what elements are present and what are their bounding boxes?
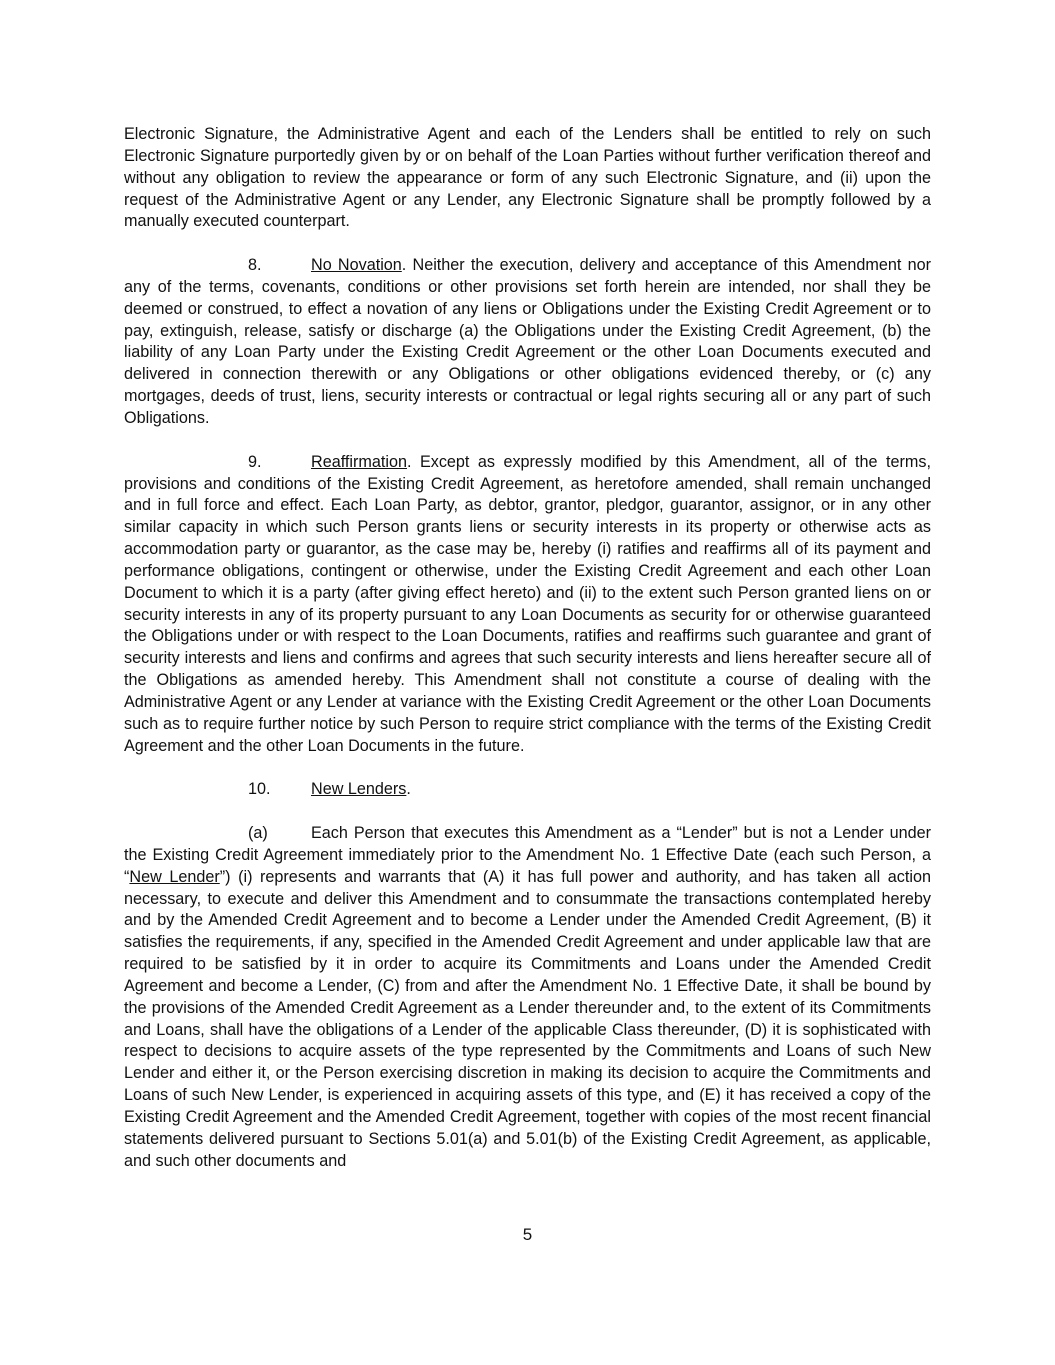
section-heading: Reaffirmation [311, 452, 407, 471]
section-number: 8. [248, 256, 262, 275]
subsection-text-before: Each Person that executes this Amendment as a “Lender” but is not a Lender under the Existing Credit Agreement immediately prior to the Amendment No. 1 Effective Date (each such Person, a “ [124, 824, 931, 886]
section-9-reaffirmation [124, 452, 931, 758]
subsection-number: (a) [248, 824, 268, 842]
section-text: . Except as expressly modified by this Amendment, all of the terms, provisions and conditions of the Existing Credit Agreement, as heretofore amended, shall remain unchanged and in full force and effect. Each Loan Party, as debtor, grantor, pledgor, guarantor, assignor, or in any other similar capacity in which such Person grants liens or security interests in its property or otherwise acts as accommodation party or guarantor, as the case may be, hereby (i) ratifies and reaffirms all of its payment and performance obligations, contingent or otherwise, under the Existing Credit Agreement and each other Loan Document to which it is a party (after giving effect hereto) and (ii) to the extent such Person granted liens on or security interests in any of its property pursuant to any Loan Documents as security for or otherwise guaranteed the Obligations under or with respect to the Loan Documents, ratifies and reaffirms such guarantee and grant of security interests and liens and confirms and agrees that such security interests and liens hereafter secure all of the Obligations as amended hereby. This Amendment shall not constitute a course of dealing with the Administrative Agent or any Lender at variance with the Existing Credit Agreement or the other Loan Documents such as to require further notice by such Person to require strict compliance with the terms of the Existing Credit Agreement and the other Loan Documents in the future. [124, 452, 931, 755]
section-heading-suffix: . [406, 780, 411, 799]
section-8-no-novation [124, 255, 931, 430]
paragraph-electronic-signature: Electronic Signature, the Administrative Agent and each of the Lenders shall be entitled to rely on such Electronic Signature purportedly given by or on behalf of the Loan Parties without further verification thereof and without any obligation to review the appearance or form of any such Electronic Signature, and (ii) upon the request of the Administrative Agent or any Lender, any Electronic Signature shall be promptly followed by a manually executed counterpart. [124, 125, 931, 231]
section-10-new-lenders [124, 779, 931, 801]
section-text: . Neither the execution, delivery and acceptance of this Amendment nor any of the terms, covenants, conditions or other provisions set forth herein are intended, nor shall they be deemed or construed, to effect a novation of any liens or Obligations under the Existing Credit Agreement or to pay, extinguish, release, satisfy or discharge (a) the Obligations under the Existing Credit Agreement, (b) the liability of any Loan Party under the Existing Credit Agreement or the other Loan Documents executed and delivered in connection therewith or any Obligations or other obligations evidenced thereby, or (c) any mortgages, deeds of trust, liens, security interests or contractual or legal rights securing all or any part of such Obligations. [124, 256, 931, 427]
section-10a-paragraph [124, 823, 931, 1173]
defined-term-new-lender: New Lender [129, 867, 220, 886]
page-number: 5 [522, 1225, 533, 1244]
document-page [124, 124, 931, 1173]
subsection-text-after: ”) (i) represents and warrants that (A) it has full power and authority, and has taken all action necessary, to execute and deliver this Amendment and to consummate the transactions contemplated hereby and by the Amended Credit Agreement and to become a Lender under the Amended Credit Agreement, (B) it satisfies the requirements, if any, specified in the Amended Credit Agreement and under applicable law that are required to be satisfied by it in order to acquire its Commitments and Loans under the Amended Credit Agreement and become a Lender, (C) from and after the Amendment No. 1 Effective Date, it shall be bound by the provisions of the Amended Credit Agreement as a Lender thereunder and, to the extent of its Commitments and Loans, shall have the obligations of a Lender of the applicable Class thereunder, (D) it is sophisticated with respect to decisions to acquire assets of the type represented by the Commitments and Loans of such New Lender and either it, or the Person exercising discretion in making its decision to acquire the Commitments and Loans of such New Lender, is experienced in acquiring assets of this type, and (E) it has received a copy of the Existing Credit Agreement and the Amended Credit Agreement, together with copies of the most recent financial statements delivered pursuant to Sections 5.01(a) and 5.01(b) of the Existing Credit Agreement, as applicable, and such other documents and [124, 867, 931, 1170]
section-number: 10. [248, 780, 271, 799]
section-heading: No Novation [311, 256, 402, 275]
section-number: 9. [248, 452, 262, 471]
section-heading: New Lenders [311, 780, 407, 799]
